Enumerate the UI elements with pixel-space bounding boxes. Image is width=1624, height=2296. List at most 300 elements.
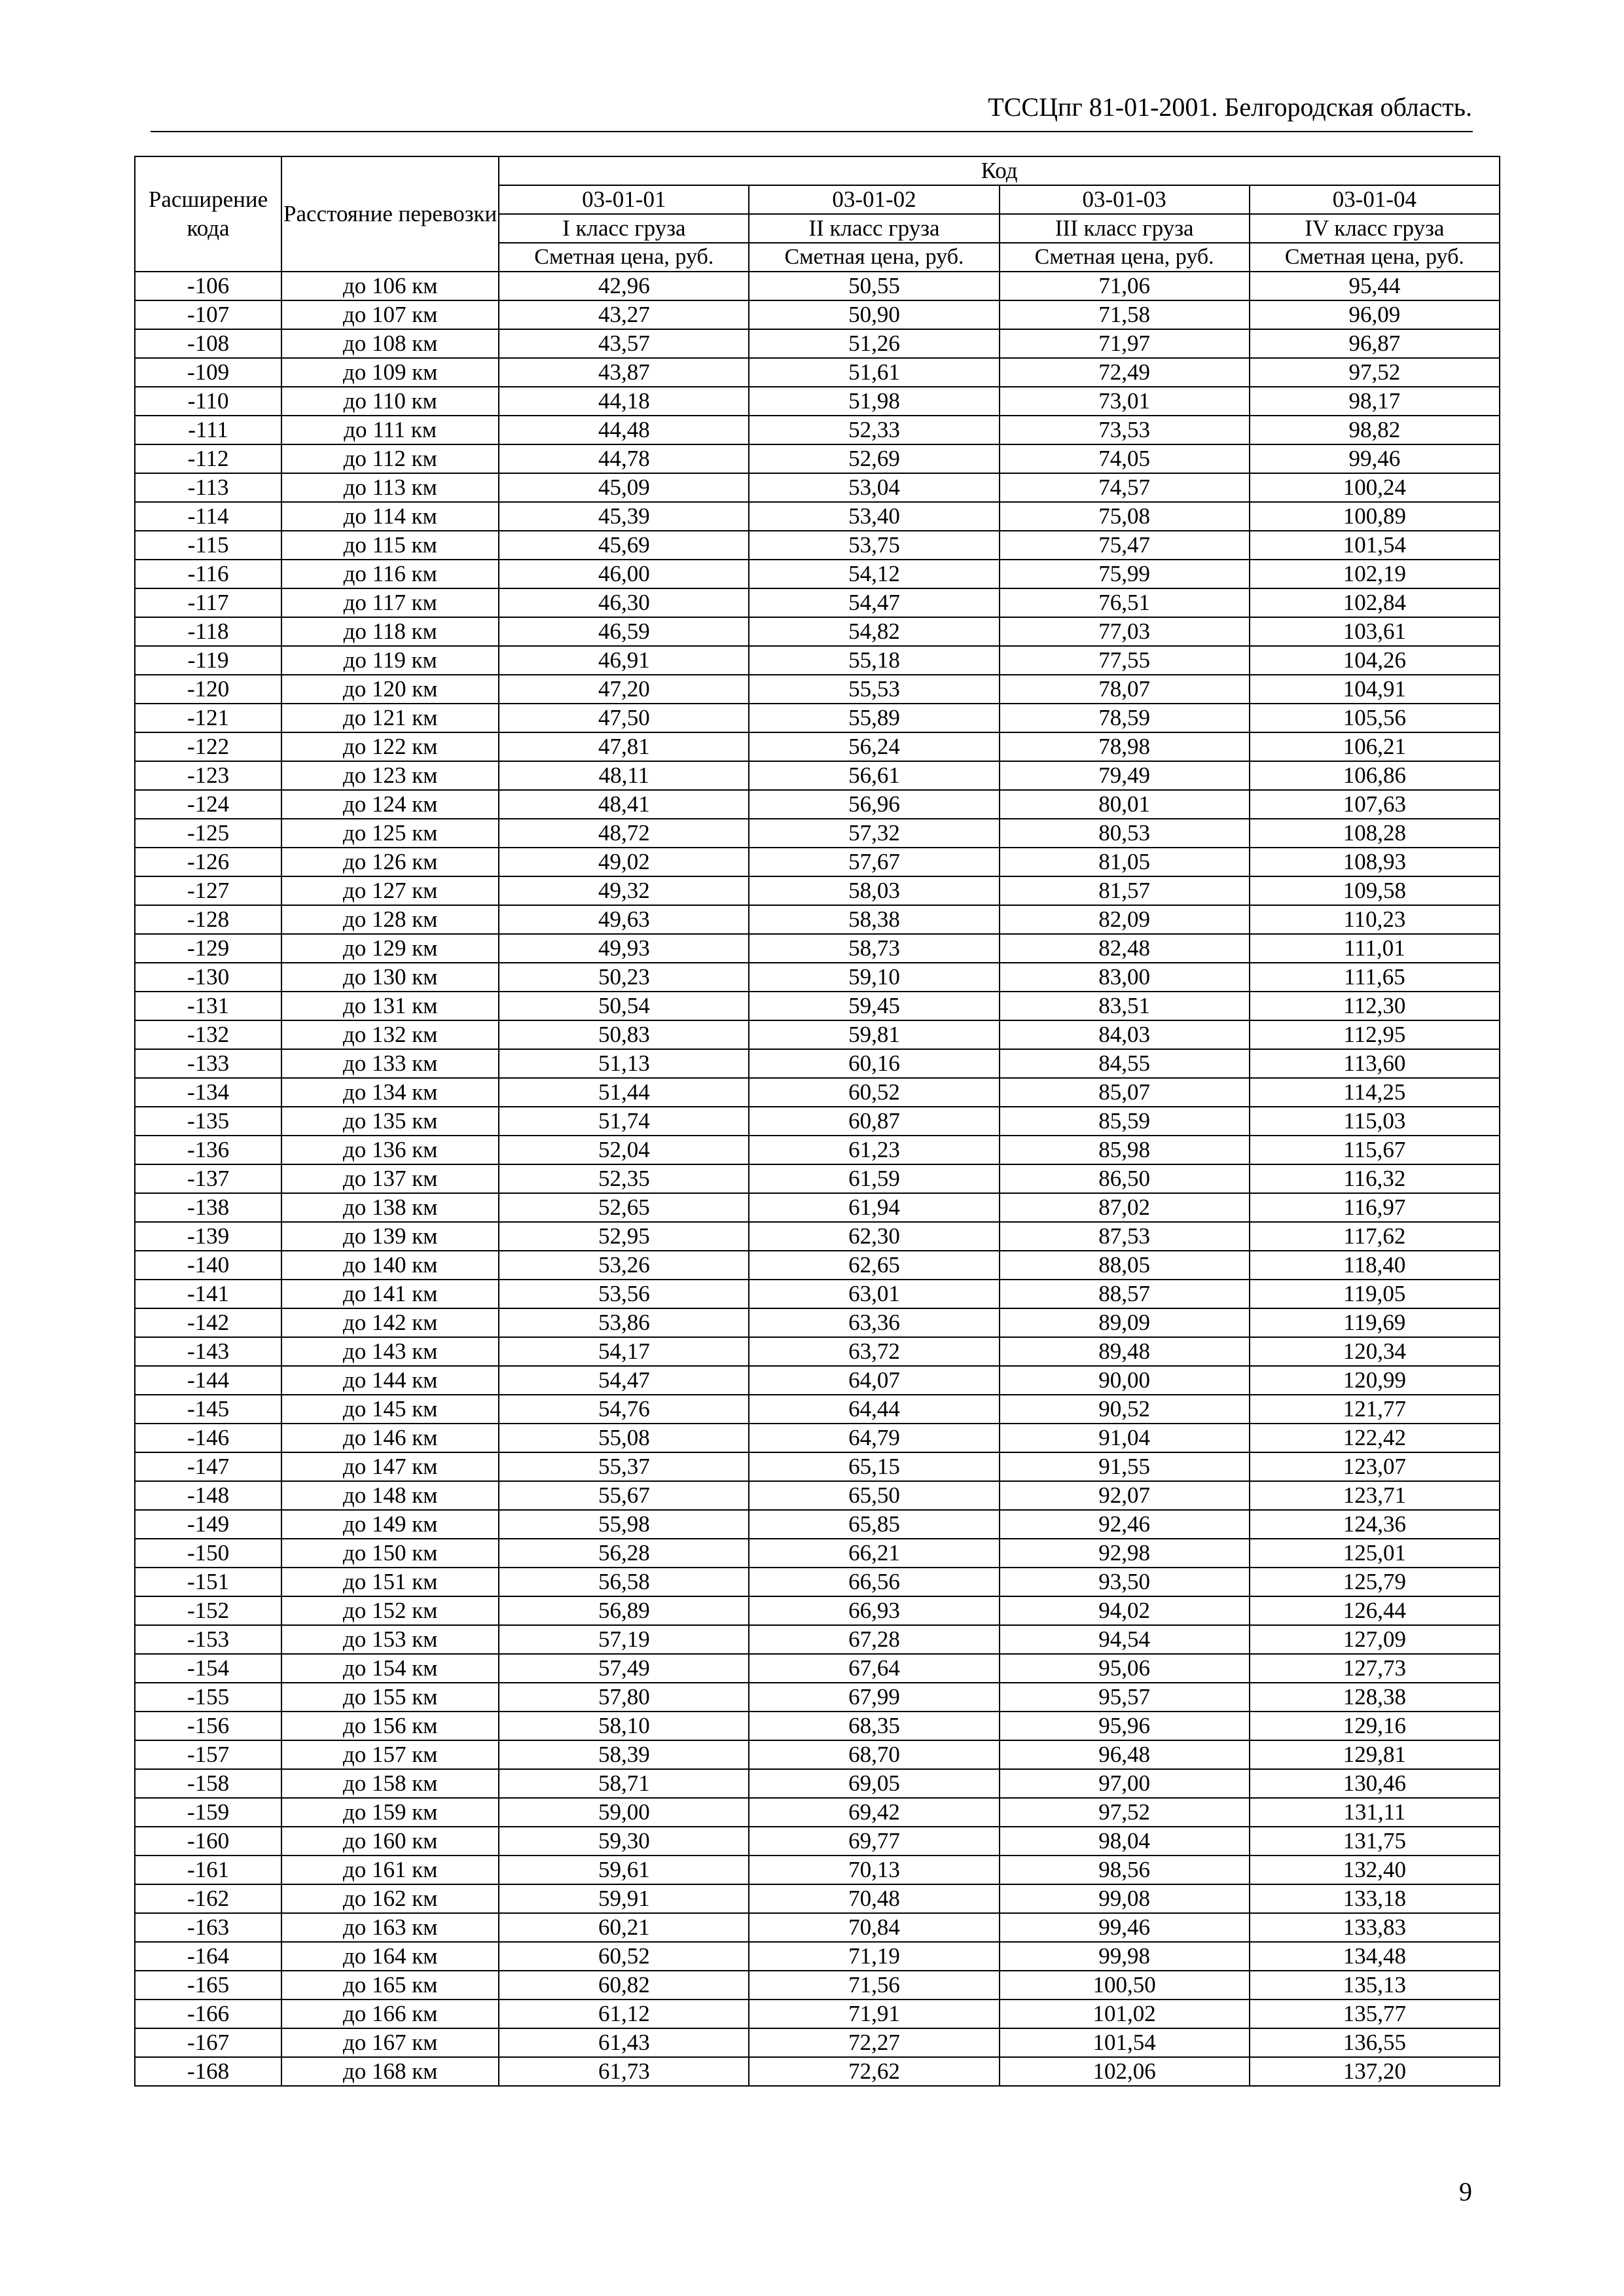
price-class-4-cell: 132,40 [1250, 1856, 1500, 1884]
price-class-3-cell: 81,57 [1000, 876, 1250, 905]
table-row [135, 876, 1500, 905]
price-class-2-cell: 51,61 [749, 358, 999, 387]
price-class-2-cell: 69,77 [749, 1827, 999, 1856]
price-class-3-cell: 77,03 [1000, 617, 1250, 646]
price-class-1-cell: 49,63 [499, 905, 749, 934]
price-class-3-cell: 75,08 [1000, 502, 1250, 531]
price-class-3-cell: 76,51 [1000, 588, 1250, 617]
table-row [135, 1107, 1500, 1136]
price-class-2-cell: 55,89 [749, 704, 999, 732]
distance-cell: до 127 км [281, 876, 499, 905]
code-extension-cell: -148 [135, 1481, 281, 1510]
price-class-4-cell: 133,18 [1250, 1884, 1500, 1913]
code-extension-cell: -119 [135, 646, 281, 675]
code-extension-cell: -124 [135, 790, 281, 819]
distance-cell: до 126 км [281, 848, 499, 876]
price-class-3-cell: 86,50 [1000, 1164, 1250, 1193]
code-extension-cell: -132 [135, 1020, 281, 1049]
price-class-3-cell: 73,53 [1000, 416, 1250, 444]
table-row [135, 934, 1500, 963]
distance-cell: до 130 км [281, 963, 499, 992]
price-class-1-cell: 46,30 [499, 588, 749, 617]
table-row [135, 1049, 1500, 1078]
price-class-4-cell: 127,09 [1250, 1625, 1500, 1654]
table-row [135, 1884, 1500, 1913]
price-class-3-cell: 80,53 [1000, 819, 1250, 848]
table-row [135, 1654, 1500, 1683]
price-class-4-cell: 131,11 [1250, 1798, 1500, 1827]
price-class-1-cell: 53,26 [499, 1251, 749, 1280]
table-row [135, 1913, 1500, 1942]
price-class-2-cell: 51,98 [749, 387, 999, 416]
price-class-2-cell: 57,67 [749, 848, 999, 876]
price-class-1-cell: 55,08 [499, 1424, 749, 1452]
price-class-1-cell: 52,95 [499, 1222, 749, 1251]
price-class-1-cell: 57,49 [499, 1654, 749, 1683]
distance-cell: до 133 км [281, 1049, 499, 1078]
header-code-extension: Расширение кода [135, 156, 281, 272]
table-row [135, 1481, 1500, 1510]
price-class-2-cell: 63,36 [749, 1308, 999, 1337]
price-class-1-cell: 61,43 [499, 2028, 749, 2057]
price-class-1-cell: 59,00 [499, 1798, 749, 1827]
price-class-2-cell: 53,40 [749, 502, 999, 531]
code-extension-cell: -125 [135, 819, 281, 848]
price-class-1-cell: 60,21 [499, 1913, 749, 1942]
price-class-2-cell: 50,90 [749, 300, 999, 329]
distance-cell: до 118 км [281, 617, 499, 646]
price-class-4-cell: 125,79 [1250, 1568, 1500, 1596]
price-class-4-cell: 100,24 [1250, 473, 1500, 502]
price-class-3-cell: 74,57 [1000, 473, 1250, 502]
code-extension-cell: -166 [135, 2000, 281, 2028]
code-extension-cell: -158 [135, 1769, 281, 1798]
distance-cell: до 148 км [281, 1481, 499, 1510]
distance-cell: до 164 км [281, 1942, 499, 1971]
code-extension-cell: -150 [135, 1539, 281, 1568]
table-row [135, 2000, 1500, 2028]
table-row [135, 1020, 1500, 1049]
table-row [135, 300, 1500, 329]
distance-cell: до 146 км [281, 1424, 499, 1452]
distance-cell: до 161 км [281, 1856, 499, 1884]
code-extension-cell: -156 [135, 1712, 281, 1740]
price-class-3-cell: 77,55 [1000, 646, 1250, 675]
price-class-2-cell: 64,79 [749, 1424, 999, 1452]
price-class-4-cell: 104,26 [1250, 646, 1500, 675]
table-row [135, 675, 1500, 704]
price-class-3-cell: 80,01 [1000, 790, 1250, 819]
price-class-1-cell: 59,30 [499, 1827, 749, 1856]
table-row [135, 819, 1500, 848]
price-class-3-cell: 84,03 [1000, 1020, 1250, 1049]
price-class-4-cell: 125,01 [1250, 1539, 1500, 1568]
price-class-1-cell: 46,59 [499, 617, 749, 646]
price-class-4-cell: 129,16 [1250, 1712, 1500, 1740]
price-class-4-cell: 136,55 [1250, 2028, 1500, 2057]
table-row [135, 617, 1500, 646]
price-class-4-cell: 116,97 [1250, 1193, 1500, 1222]
price-class-3-cell: 78,98 [1000, 732, 1250, 761]
code-extension-cell: -114 [135, 502, 281, 531]
price-class-4-cell: 119,05 [1250, 1280, 1500, 1308]
price-class-2-cell: 66,93 [749, 1596, 999, 1625]
price-class-2-cell: 59,81 [749, 1020, 999, 1049]
table-row [135, 1251, 1500, 1280]
code-extension-cell: -123 [135, 761, 281, 790]
price-class-2-cell: 65,15 [749, 1452, 999, 1481]
table-row [135, 1193, 1500, 1222]
table-row [135, 358, 1500, 387]
code-extension-cell: -145 [135, 1395, 281, 1424]
price-class-4-cell: 109,58 [1250, 876, 1500, 905]
price-class-4-cell: 117,62 [1250, 1222, 1500, 1251]
price-class-3-cell: 91,55 [1000, 1452, 1250, 1481]
price-class-3-cell: 99,46 [1000, 1913, 1250, 1942]
price-class-4-cell: 110,23 [1250, 905, 1500, 934]
header-price-label: Сметная цена, руб. [749, 243, 999, 272]
price-class-1-cell: 48,41 [499, 790, 749, 819]
code-extension-cell: -142 [135, 1308, 281, 1337]
price-class-4-cell: 120,34 [1250, 1337, 1500, 1366]
price-class-2-cell: 62,30 [749, 1222, 999, 1251]
price-class-3-cell: 85,07 [1000, 1078, 1250, 1107]
table-row [135, 1222, 1500, 1251]
price-class-2-cell: 54,12 [749, 560, 999, 588]
code-extension-cell: -106 [135, 272, 281, 300]
table-row [135, 416, 1500, 444]
table-row [135, 848, 1500, 876]
code-extension-cell: -138 [135, 1193, 281, 1222]
price-class-2-cell: 70,48 [749, 1884, 999, 1913]
distance-cell: до 151 км [281, 1568, 499, 1596]
price-class-1-cell: 56,58 [499, 1568, 749, 1596]
price-class-4-cell: 100,89 [1250, 502, 1500, 531]
price-class-4-cell: 121,77 [1250, 1395, 1500, 1424]
price-class-1-cell: 61,73 [499, 2057, 749, 2086]
price-class-3-cell: 92,98 [1000, 1539, 1250, 1568]
code-extension-cell: -116 [135, 560, 281, 588]
price-class-4-cell: 108,28 [1250, 819, 1500, 848]
price-class-1-cell: 53,86 [499, 1308, 749, 1337]
price-class-1-cell: 52,65 [499, 1193, 749, 1222]
distance-cell: до 149 км [281, 1510, 499, 1539]
price-class-3-cell: 85,98 [1000, 1136, 1250, 1164]
table-row [135, 1827, 1500, 1856]
table-row [135, 1337, 1500, 1366]
price-class-1-cell: 54,17 [499, 1337, 749, 1366]
table-row [135, 1942, 1500, 1971]
table-row [135, 1971, 1500, 2000]
price-class-3-cell: 101,54 [1000, 2028, 1250, 2057]
price-class-1-cell: 44,48 [499, 416, 749, 444]
price-class-3-cell: 98,56 [1000, 1856, 1250, 1884]
price-class-2-cell: 63,72 [749, 1337, 999, 1366]
price-class-2-cell: 72,27 [749, 2028, 999, 2057]
distance-cell: до 110 км [281, 387, 499, 416]
price-class-2-cell: 65,85 [749, 1510, 999, 1539]
price-class-1-cell: 51,74 [499, 1107, 749, 1136]
price-class-2-cell: 66,56 [749, 1568, 999, 1596]
table-row [135, 1452, 1500, 1481]
price-class-3-cell: 101,02 [1000, 2000, 1250, 2028]
price-class-3-cell: 81,05 [1000, 848, 1250, 876]
price-class-2-cell: 61,59 [749, 1164, 999, 1193]
price-class-2-cell: 58,03 [749, 876, 999, 905]
price-class-1-cell: 50,23 [499, 963, 749, 992]
table-row [135, 761, 1500, 790]
distance-cell: до 158 км [281, 1769, 499, 1798]
table-row [135, 2057, 1500, 2086]
price-class-4-cell: 130,46 [1250, 1769, 1500, 1798]
price-class-2-cell: 52,69 [749, 444, 999, 473]
table-row [135, 1683, 1500, 1712]
price-class-4-cell: 114,25 [1250, 1078, 1500, 1107]
distance-cell: до 128 км [281, 905, 499, 934]
code-extension-cell: -162 [135, 1884, 281, 1913]
distance-cell: до 116 км [281, 560, 499, 588]
price-class-3-cell: 88,05 [1000, 1251, 1250, 1280]
price-class-4-cell: 113,60 [1250, 1049, 1500, 1078]
price-class-3-cell: 91,04 [1000, 1424, 1250, 1452]
price-class-4-cell: 118,40 [1250, 1251, 1500, 1280]
distance-cell: до 167 км [281, 2028, 499, 2057]
price-class-2-cell: 59,10 [749, 963, 999, 992]
price-class-1-cell: 51,44 [499, 1078, 749, 1107]
code-extension-cell: -143 [135, 1337, 281, 1366]
price-class-3-cell: 82,09 [1000, 905, 1250, 934]
table-row [135, 1568, 1500, 1596]
price-class-2-cell: 71,56 [749, 1971, 999, 2000]
price-class-3-cell: 87,02 [1000, 1193, 1250, 1222]
table-row [135, 963, 1500, 992]
distance-cell: до 152 км [281, 1596, 499, 1625]
price-class-3-cell: 90,52 [1000, 1395, 1250, 1424]
distance-cell: до 165 км [281, 1971, 499, 2000]
table-row [135, 1740, 1500, 1769]
price-class-3-cell: 79,49 [1000, 761, 1250, 790]
table-row [135, 1366, 1500, 1395]
distance-cell: до 135 км [281, 1107, 499, 1136]
price-class-2-cell: 55,53 [749, 675, 999, 704]
code-extension-cell: -168 [135, 2057, 281, 2086]
table-row [135, 387, 1500, 416]
distance-cell: до 166 км [281, 2000, 499, 2028]
price-class-4-cell: 120,99 [1250, 1366, 1500, 1395]
price-class-2-cell: 67,28 [749, 1625, 999, 1654]
price-class-1-cell: 56,89 [499, 1596, 749, 1625]
price-class-4-cell: 127,73 [1250, 1654, 1500, 1683]
price-class-4-cell: 103,61 [1250, 617, 1500, 646]
distance-cell: до 109 км [281, 358, 499, 387]
distance-cell: до 123 км [281, 761, 499, 790]
price-class-1-cell: 61,12 [499, 2000, 749, 2028]
header-code: 03-01-01 [499, 185, 749, 214]
table-row [135, 1596, 1500, 1625]
page-number: 9 [1459, 2177, 1472, 2206]
price-class-4-cell: 102,19 [1250, 560, 1500, 588]
distance-cell: до 117 км [281, 588, 499, 617]
price-class-2-cell: 69,42 [749, 1798, 999, 1827]
distance-cell: до 136 км [281, 1136, 499, 1164]
header-cargo-class: II класс груза [749, 214, 999, 243]
price-class-3-cell: 71,58 [1000, 300, 1250, 329]
price-class-1-cell: 47,81 [499, 732, 749, 761]
distance-cell: до 111 км [281, 416, 499, 444]
table-row [135, 1136, 1500, 1164]
code-extension-cell: -139 [135, 1222, 281, 1251]
price-class-4-cell: 123,07 [1250, 1452, 1500, 1481]
distance-cell: до 163 км [281, 1913, 499, 1942]
distance-cell: до 139 км [281, 1222, 499, 1251]
code-extension-cell: -147 [135, 1452, 281, 1481]
distance-cell: до 134 км [281, 1078, 499, 1107]
price-class-2-cell: 57,32 [749, 819, 999, 848]
price-class-4-cell: 106,86 [1250, 761, 1500, 790]
price-class-3-cell: 95,96 [1000, 1712, 1250, 1740]
price-class-3-cell: 88,57 [1000, 1280, 1250, 1308]
distance-cell: до 145 км [281, 1395, 499, 1424]
code-extension-cell: -108 [135, 329, 281, 358]
price-class-4-cell: 129,81 [1250, 1740, 1500, 1769]
header-code-group: Код [499, 156, 1500, 185]
price-class-2-cell: 71,91 [749, 2000, 999, 2028]
code-extension-cell: -165 [135, 1971, 281, 2000]
price-class-4-cell: 134,48 [1250, 1942, 1500, 1971]
price-class-1-cell: 55,98 [499, 1510, 749, 1539]
price-class-2-cell: 56,24 [749, 732, 999, 761]
price-class-1-cell: 54,76 [499, 1395, 749, 1424]
table-row [135, 473, 1500, 502]
code-extension-cell: -164 [135, 1942, 281, 1971]
price-class-2-cell: 58,38 [749, 905, 999, 934]
price-class-1-cell: 45,69 [499, 531, 749, 560]
document-header-title: ТССЦпг 81-01-2001. Белгородская область. [988, 92, 1472, 122]
price-class-4-cell: 116,32 [1250, 1164, 1500, 1193]
price-class-2-cell: 63,01 [749, 1280, 999, 1308]
price-class-4-cell: 96,09 [1250, 300, 1500, 329]
table-row [135, 502, 1500, 531]
price-class-1-cell: 47,20 [499, 675, 749, 704]
price-class-3-cell: 94,02 [1000, 1596, 1250, 1625]
header-price-label: Сметная цена, руб. [1000, 243, 1250, 272]
price-class-1-cell: 60,52 [499, 1942, 749, 1971]
price-class-4-cell: 135,13 [1250, 1971, 1500, 2000]
price-class-2-cell: 60,52 [749, 1078, 999, 1107]
price-class-1-cell: 58,71 [499, 1769, 749, 1798]
price-class-4-cell: 111,01 [1250, 934, 1500, 963]
distance-cell: до 119 км [281, 646, 499, 675]
price-class-4-cell: 111,65 [1250, 963, 1500, 992]
distance-cell: до 162 км [281, 1884, 499, 1913]
distance-cell: до 132 км [281, 1020, 499, 1049]
price-class-1-cell: 52,35 [499, 1164, 749, 1193]
price-class-2-cell: 64,44 [749, 1395, 999, 1424]
price-class-4-cell: 128,38 [1250, 1683, 1500, 1712]
price-class-2-cell: 54,82 [749, 617, 999, 646]
table-row [135, 1798, 1500, 1827]
price-class-1-cell: 44,18 [499, 387, 749, 416]
price-class-1-cell: 51,13 [499, 1049, 749, 1078]
code-extension-cell: -135 [135, 1107, 281, 1136]
price-class-4-cell: 124,36 [1250, 1510, 1500, 1539]
header-code: 03-01-04 [1250, 185, 1500, 214]
price-class-3-cell: 92,46 [1000, 1510, 1250, 1539]
price-table-body [135, 272, 1500, 2086]
price-class-2-cell: 55,18 [749, 646, 999, 675]
price-class-1-cell: 50,54 [499, 992, 749, 1020]
table-row [135, 790, 1500, 819]
price-class-3-cell: 94,54 [1000, 1625, 1250, 1654]
price-class-1-cell: 46,91 [499, 646, 749, 675]
code-extension-cell: -163 [135, 1913, 281, 1942]
table-row [135, 1625, 1500, 1654]
price-class-3-cell: 99,98 [1000, 1942, 1250, 1971]
price-class-2-cell: 70,13 [749, 1856, 999, 1884]
price-class-3-cell: 85,59 [1000, 1107, 1250, 1136]
code-extension-cell: -141 [135, 1280, 281, 1308]
code-extension-cell: -159 [135, 1798, 281, 1827]
distance-cell: до 122 км [281, 732, 499, 761]
price-class-3-cell: 78,59 [1000, 704, 1250, 732]
header-price-label: Сметная цена, руб. [1250, 243, 1500, 272]
table-row [135, 1395, 1500, 1424]
distance-cell: до 121 км [281, 704, 499, 732]
code-extension-cell: -117 [135, 588, 281, 617]
distance-cell: до 168 км [281, 2057, 499, 2086]
price-class-1-cell: 42,96 [499, 272, 749, 300]
code-extension-cell: -134 [135, 1078, 281, 1107]
table-row [135, 1424, 1500, 1452]
price-class-1-cell: 43,27 [499, 300, 749, 329]
code-extension-cell: -161 [135, 1856, 281, 1884]
price-class-3-cell: 71,06 [1000, 272, 1250, 300]
code-extension-cell: -144 [135, 1366, 281, 1395]
code-extension-cell: -140 [135, 1251, 281, 1280]
code-extension-cell: -112 [135, 444, 281, 473]
price-table-header [135, 156, 1500, 272]
price-class-2-cell: 61,94 [749, 1193, 999, 1222]
price-class-3-cell: 83,51 [1000, 992, 1250, 1020]
table-row [135, 646, 1500, 675]
price-class-1-cell: 47,50 [499, 704, 749, 732]
price-class-2-cell: 53,04 [749, 473, 999, 502]
price-class-4-cell: 123,71 [1250, 1481, 1500, 1510]
table-row [135, 1856, 1500, 1884]
price-class-2-cell: 68,70 [749, 1740, 999, 1769]
distance-cell: до 138 км [281, 1193, 499, 1222]
table-row [135, 1308, 1500, 1337]
distance-cell: до 157 км [281, 1740, 499, 1769]
price-class-1-cell: 58,39 [499, 1740, 749, 1769]
code-extension-cell: -111 [135, 416, 281, 444]
distance-cell: до 108 км [281, 329, 499, 358]
code-extension-cell: -149 [135, 1510, 281, 1539]
code-extension-cell: -110 [135, 387, 281, 416]
price-class-3-cell: 96,48 [1000, 1740, 1250, 1769]
table-row [135, 1510, 1500, 1539]
code-extension-cell: -118 [135, 617, 281, 646]
code-extension-cell: -137 [135, 1164, 281, 1193]
price-class-2-cell: 58,73 [749, 934, 999, 963]
price-class-2-cell: 52,33 [749, 416, 999, 444]
table-row [135, 272, 1500, 300]
price-class-1-cell: 58,10 [499, 1712, 749, 1740]
price-class-4-cell: 99,46 [1250, 444, 1500, 473]
header-code: 03-01-02 [749, 185, 999, 214]
distance-cell: до 156 км [281, 1712, 499, 1740]
code-extension-cell: -155 [135, 1683, 281, 1712]
